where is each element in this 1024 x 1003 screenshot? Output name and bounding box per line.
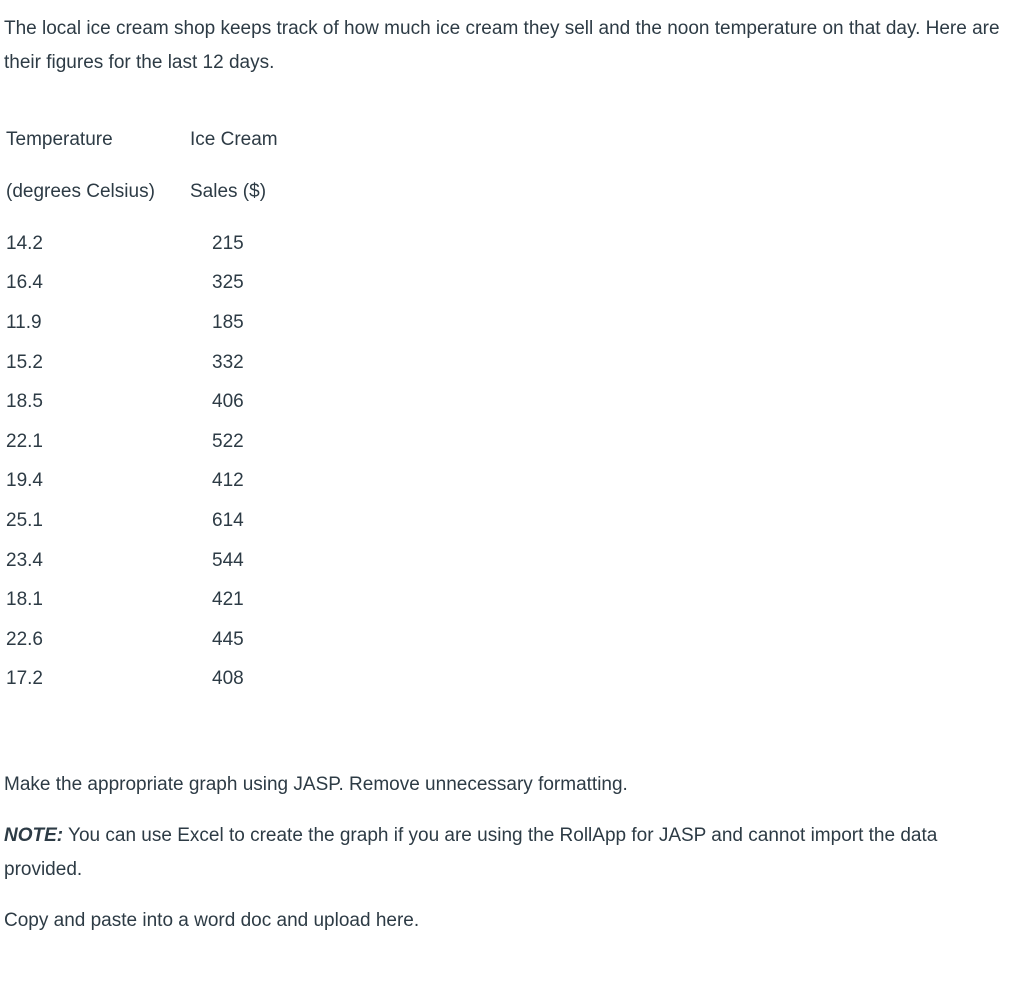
instruction-upload: Copy and paste into a word doc and upload here. [4,910,420,931]
table-row [6,264,290,304]
temperature-cell: 22.1 [6,430,43,452]
temperature-cell: 16.4 [6,272,43,294]
sales-cell: 332 [212,351,244,373]
table-row [6,501,290,541]
table-body [6,224,290,699]
sales-cell: 408 [212,668,244,690]
sales-cell: 185 [212,311,244,333]
table-row [6,303,290,343]
header-row-1 [6,114,290,166]
temperature-cell: 22.6 [6,628,43,650]
table-row [6,620,290,660]
header-sales-dollars: Sales ($) [190,181,267,202]
sales-cell: 544 [212,549,244,571]
temperature-cell: 18.1 [6,589,43,611]
note-text: You can use Excel to create the graph if you are using the RollApp for JASP and cannot import the data provided. [4,825,938,880]
instruction-graph: Make the appropriate graph using JASP. Remove unnecessary formatting. [4,774,628,795]
sales-cell: 445 [212,628,244,650]
temperature-cell: 11.9 [6,311,42,333]
sales-cell: 215 [212,232,244,254]
table-row [6,422,290,462]
data-table [6,114,290,699]
sales-cell: 325 [212,272,244,294]
table-row [6,224,290,264]
intro-paragraph: The local ice cream shop keeps track of how much ice cream they sell and the noon temperature on that day. Here are their figures for the last 12 days. [4,18,1000,73]
temperature-cell: 14.2 [6,232,43,254]
sales-cell: 614 [212,509,244,531]
temperature-cell: 25.1 [6,509,43,531]
temperature-cell: 18.5 [6,391,43,413]
table-row [6,580,290,620]
temperature-cell: 15.2 [6,351,43,373]
header-degrees-celsius: (degrees Celsius) [6,181,155,202]
sales-cell: 412 [212,470,244,492]
table-row [6,382,290,422]
temperature-cell: 17.2 [6,668,43,690]
sales-cell: 406 [212,391,244,413]
header-row-2 [6,166,290,218]
header-ice-cream: Ice Cream [190,129,278,150]
table-row [6,660,290,700]
note-label: NOTE: [4,825,64,846]
note-paragraph [4,819,1014,887]
header-temperature: Temperature [6,129,113,150]
sales-cell: 421 [212,589,244,611]
table-row [6,343,290,383]
temperature-cell: 23.4 [6,549,43,571]
table-row [6,462,290,502]
temperature-cell: 19.4 [6,470,43,492]
sales-cell: 522 [212,430,244,452]
table-row [6,541,290,581]
